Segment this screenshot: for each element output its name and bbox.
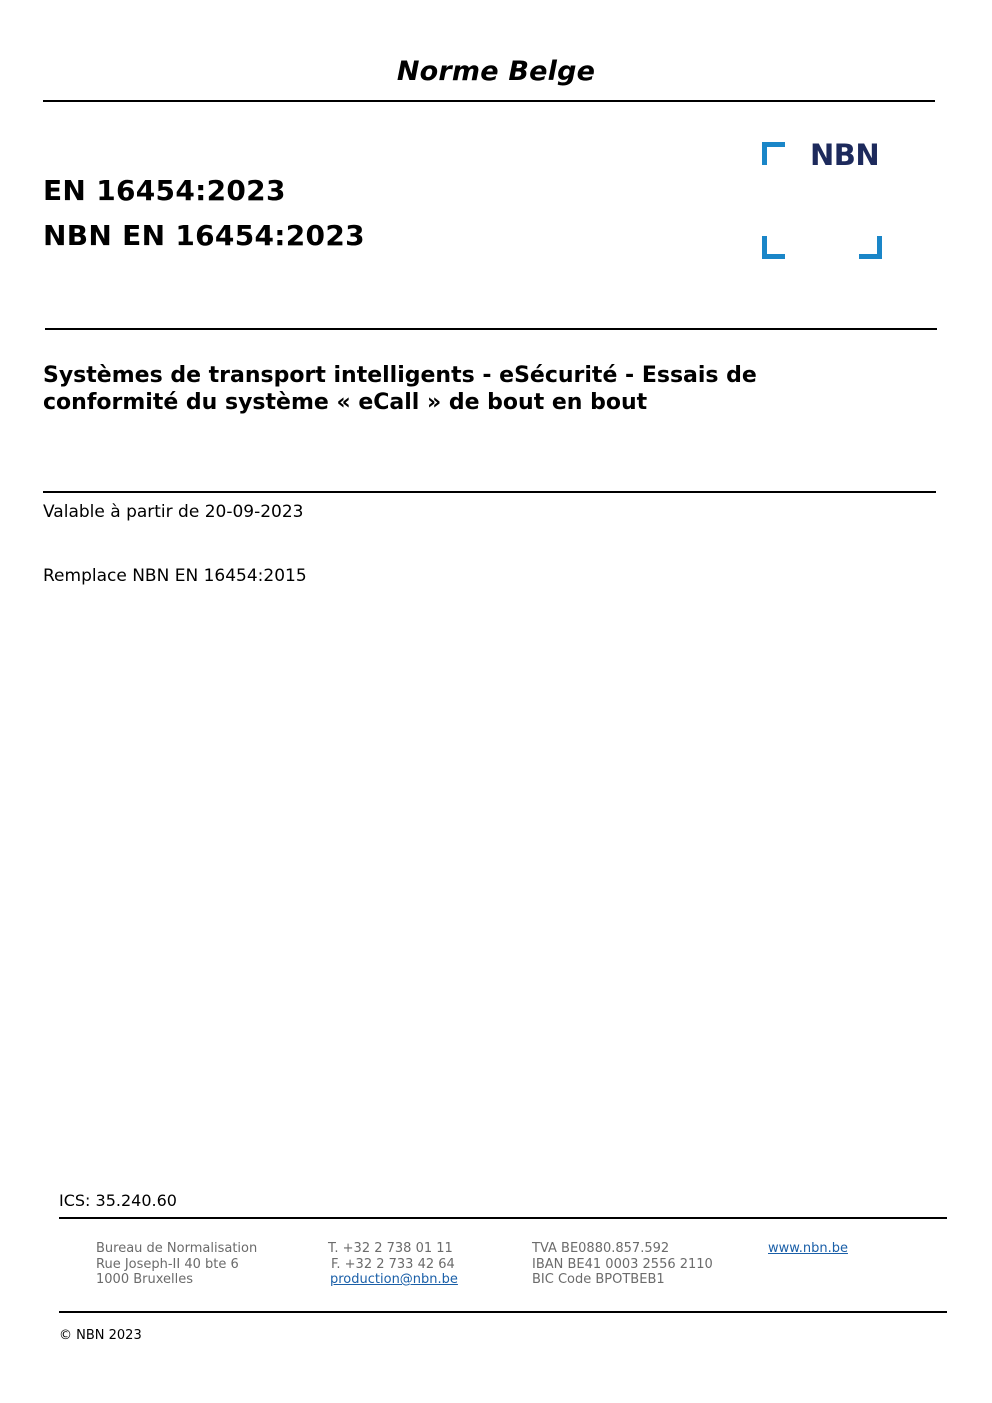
email-link[interactable]: production@nbn.be bbox=[330, 1272, 458, 1287]
footer-bank bbox=[532, 1241, 713, 1288]
footer-address bbox=[96, 1241, 257, 1288]
website-link[interactable]: www.nbn.be bbox=[768, 1241, 848, 1256]
address-line-1: Bureau de Normalisation bbox=[96, 1241, 258, 1256]
en-standard-number: EN 16454:2023 bbox=[43, 174, 286, 207]
logo-corner-top-left bbox=[762, 142, 785, 165]
footer-contact bbox=[328, 1241, 458, 1288]
footer-bottom-divider bbox=[59, 1311, 947, 1313]
phone-number: T. +32 2 738 01 11 bbox=[328, 1241, 453, 1256]
document-title-line-1: Systèmes de transport intelligents - eSécurité - Essais de bbox=[43, 363, 757, 388]
replaces-standard: Remplace NBN EN 16454:2015 bbox=[43, 566, 307, 586]
document-title-line-2: conformité du système « eCall » de bout en bout bbox=[43, 390, 648, 415]
copyright-notice: © NBN 2023 bbox=[59, 1328, 142, 1343]
address-line-3: 1000 Bruxelles bbox=[96, 1272, 194, 1287]
vat-number: TVA BE0880.857.592 bbox=[532, 1241, 670, 1256]
page-header-title: Norme Belge bbox=[396, 56, 596, 87]
logo-text: NBN bbox=[810, 138, 880, 172]
footer-website bbox=[768, 1241, 848, 1257]
nbn-logo bbox=[762, 140, 886, 264]
address-line-2: Rue Joseph-II 40 bte 6 bbox=[96, 1256, 239, 1272]
header-divider bbox=[43, 100, 935, 102]
iban-number: IBAN BE41 0003 2556 2110 bbox=[532, 1256, 713, 1272]
logo-corner-bottom-left bbox=[762, 236, 785, 259]
valid-from-date: Valable à partir de 20-09-2023 bbox=[43, 502, 304, 522]
footer-top-divider bbox=[59, 1217, 947, 1219]
document-title bbox=[43, 362, 943, 416]
title-bottom-divider bbox=[43, 491, 936, 493]
fax-number: F. +32 2 733 42 64 bbox=[331, 1256, 455, 1272]
logo-corner-bottom-right bbox=[859, 236, 882, 259]
title-top-divider bbox=[45, 328, 937, 330]
ics-code: ICS: 35.240.60 bbox=[59, 1191, 177, 1210]
bic-code: BIC Code BPOTBEB1 bbox=[532, 1272, 665, 1287]
nbn-standard-number: NBN EN 16454:2023 bbox=[43, 219, 365, 252]
